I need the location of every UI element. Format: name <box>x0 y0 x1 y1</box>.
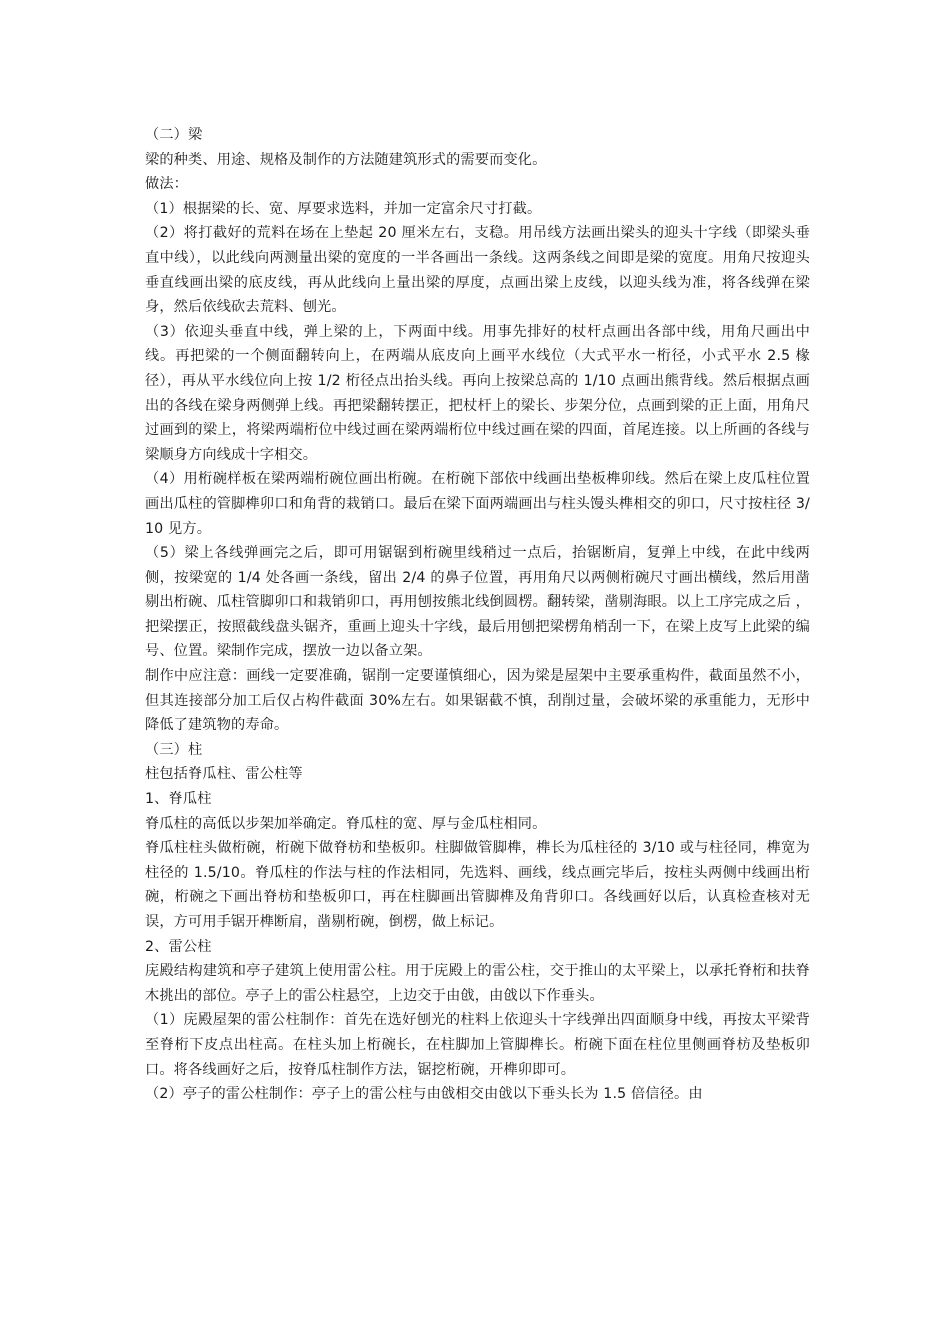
paragraph-thunder-column-step-1: （1）庑殿屋架的雷公柱制作：首先在选好刨光的柱料上依迎头十字线弹出四面顺身中线，再按太平梁背至脊桁下皮点出柱高。在柱头加上桁碗长，在柱脚加上管脚榫长。桁碗下面在柱位里侧画脊枋及垫板卯口。将各线画好之后，按脊瓜柱制作方法，锯挖桁碗，开榫卯即可。 <box>145 1012 810 1078</box>
paragraph-beam-step-4: （4）用桁碗样板在梁两端桁碗位画出桁碗。在桁碗下部依中线画出垫板榫卯线。然后在梁上皮瓜柱位置画出瓜柱的管脚榫卯口和角背的栽销口。最后在梁下面两端画出与柱头馒头榫相交的卯口，尺寸按柱径 3/10 见方。 <box>145 471 810 537</box>
document-body <box>145 123 810 1107</box>
paragraph-beam-step-1: （1）根据梁的长、宽、厚要求选料，并加一定富余尺寸打截。 <box>145 200 542 217</box>
paragraph-thunder-column-step-2: （2）亭子的雷公柱制作：亭子上的雷公柱与由戗相交由戗以下垂头长为 1.5 倍信径。由 <box>145 1086 703 1103</box>
paragraph-thunder-column-intro: 庑殿结构建筑和亭子建筑上使用雷公柱。用于庑殿上的雷公柱，交于推山的太平梁上，以承托脊桁和扶脊木挑出的部位。亭子上的雷公柱悬空，上边交于由戗，由戗以下作垂头。 <box>145 963 810 1004</box>
paragraph-beam-step-3: （3）依迎头垂直中线，弹上梁的上，下两面中线。用事先排好的杖杆点画出各部中线，用角尺画出中线。再把梁的一个侧面翻转向上，在两端从底皮向上画平水线位（大式平水一桁径，小式平水 2.5 椽径），再从平水线位向上按 1/2 桁径点出抬头线。再向上按梁总高的 1/10 点画出熊背线。然后根据点画出的各线在梁身两侧弹上线。再把梁翻转摆正，把杖杆上的梁长、步架分位，点画到梁的正上面，用角尺过画到的梁上，将梁两端桁位中线过画在梁两端桁位中线过画在梁的四面，首尾连接。以上所画的各线与梁顺身方向线成十字相交。 <box>145 323 810 463</box>
paragraph-method-label: 做法： <box>145 176 189 193</box>
paragraph-beam-caution: 制作中应注意：画线一定要准确，锯削一定要谨慎细心，因为梁是屋架中主要承重构件，截面虽然不小，但其连接部分加工后仅占构件截面 30%左右。如果锯截不慎，刮削过量，会破坏梁的承重能力，无形中降低了建筑物的寿命。 <box>145 668 810 734</box>
heading-column: （三）柱 <box>145 741 203 758</box>
paragraph-beam-step-5: （5）梁上各线弹画完之后，即可用锯锯到桁碗里线稍过一点后，抬锯断肩，复弹上中线，在此中线两侧，按梁宽的 1/4 处各画一条线，留出 2/4 的鼻子位置，再用角尺以两侧桁碗尺寸画出横线，然后用凿剔出桁碗、瓜柱管脚卯口和栽销卯口，再用刨按熊北线倒圆楞。翻转梁，凿剔海眼。以上工序完成之后 ，把梁摆正，按照截线盘头锯齐，重画上迎头十字线，最后用刨把梁楞角梢刮一下，在梁上皮写上此梁的编号、位置。梁制作完成，摆放一边以备立架。 <box>145 545 810 660</box>
paragraph-ridge-column-method: 脊瓜柱柱头做桁碗，桁碗下做脊枋和垫板卯。柱脚做管脚榫，榫长为瓜柱径的 3/10 或与柱径同，榫宽为柱径的 1.5/10。脊瓜柱的作法与柱的作法相同，先选料、画线，线点画完毕后，按柱头两侧中线画出桁碗，桁碗之下画出脊枋和垫板卯口，再在柱脚画出管脚榫及角背卯口。各线画好以后，认真检查核对无误，方可用手锯开榫断肩，凿剔桁碗，倒楞，做上标记。 <box>145 840 810 930</box>
paragraph-column-intro: 柱包括脊瓜柱、雷公柱等 <box>145 766 303 783</box>
heading-thunder-column: 2、雷公柱 <box>145 938 212 955</box>
heading-beam: （二）梁 <box>145 127 203 143</box>
heading-ridge-column: 1、脊瓜柱 <box>145 791 212 808</box>
paragraph-ridge-column-size: 脊瓜柱的高低以步架加举确定。脊瓜柱的宽、厚与金瓜柱相同。 <box>145 815 547 832</box>
paragraph-beam-intro: 梁的种类、用途、规格及制作的方法随建筑形式的需要而变化。 <box>145 151 547 168</box>
paragraph-beam-step-2: （2）将打截好的荒料在场在上垫起 20 厘米左右，支稳。用吊线方法画出梁头的迎头十字线（即梁头垂直中线），以此线向两测量出梁的宽度的一半各画出一条线。这两条线之间即是梁的宽度。用角尺按迎头垂直线画出梁的底皮线，再从此线向上量出梁的厚度，点画出梁上皮线，以迎头线为准，将各线弹在梁身，然后依线砍去荒料、刨光。 <box>145 225 810 316</box>
